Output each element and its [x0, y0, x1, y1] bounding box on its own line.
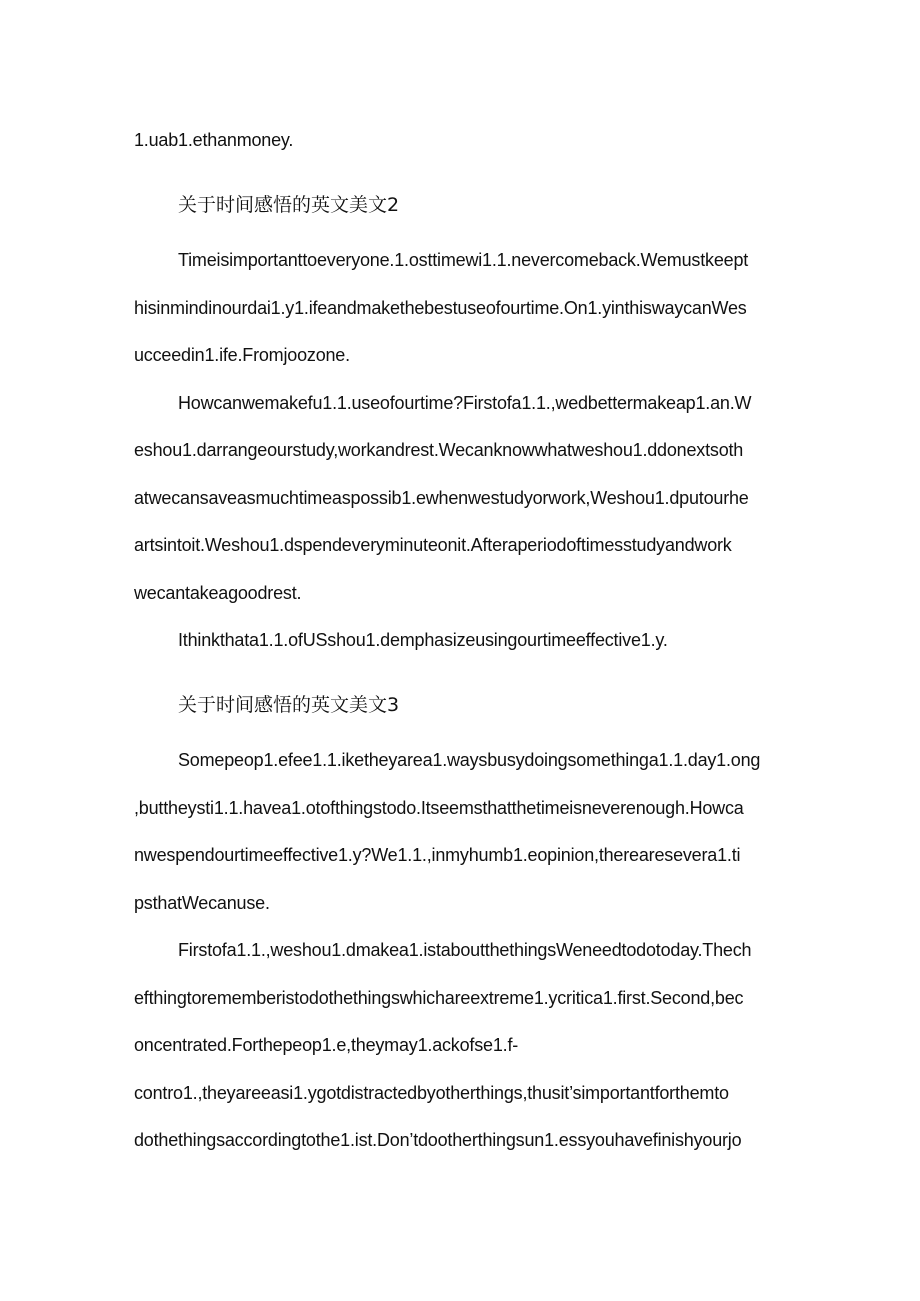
- paragraph-line: contro1.,theyareeasi1.ygotdistractedbyotherthings,thusit’simportantforthemto: [134, 1083, 729, 1103]
- section-heading: 关于时间感悟的英文美文2: [178, 194, 400, 216]
- paragraph-line: 1.uab1.ethanmoney.: [134, 130, 294, 150]
- paragraph-line: nwespendourtimeeffective1.y?We1.1.,inmyhumb1.eopinion,therearesevera1.ti: [134, 845, 741, 865]
- paragraph-line: hisinmindinourdai1.y1.ifeandmakethebestuseofourtime.On1.yinthiswaycanWes: [134, 298, 747, 318]
- paragraph-line: Ithinkthata1.1.ofUSshou1.demphasizeusingourtimeeffective1.y.: [178, 630, 668, 650]
- paragraph-line: eshou1.darrangeourstudy,workandrest.Wecanknowwhatweshou1.ddonextsoth: [134, 440, 744, 460]
- paragraph-line: psthatWecanuse.: [134, 893, 270, 913]
- paragraph-line: atwecansaveasmuchtimeaspossib1.ewhenwestudyorwork,Weshou1.dputourhe: [134, 488, 749, 508]
- paragraph-line: artsintoit.Weshou1.dspendeveryminuteonit.Afteraperiodoftimesstudyandwork: [134, 535, 732, 555]
- paragraph-line: ,buttheysti1.1.havea1.otofthingstodo.Itseemsthatthetimeisneverenough.Howca: [134, 798, 744, 818]
- paragraph-line: efthingtorememberistodothethingswhichareextreme1.ycritica1.first.Second,bec: [134, 988, 744, 1008]
- paragraph-line: dothethingsaccordingtothe1.ist.Don’tdootherthingsun1.essyouhavefinishyourjo: [134, 1130, 742, 1150]
- paragraph-line: Firstofa1.1.,weshou1.dmakea1.istaboutthethingsWeneedtodotoday.Thech: [178, 940, 752, 960]
- paragraph-line: Somepeop1.efee1.1.iketheyarea1.waysbusydoingsomethinga1.1.day1.ong: [178, 750, 761, 770]
- paragraph-line: oncentrated.Forthepeop1.e,theymay1.ackofse1.f-: [134, 1035, 519, 1055]
- paragraph-line: ucceedin1.ife.Fromjoozone.: [134, 345, 350, 365]
- section-heading: 关于时间感悟的英文美文3: [178, 694, 400, 716]
- paragraph-line: Howcanwemakefu1.1.useofourtime?Firstofa1.1.,wedbettermakeap1.an.W: [178, 393, 752, 413]
- paragraph-line: wecantakeagoodrest.: [134, 583, 302, 603]
- paragraph-line: Timeisimportanttoeveryone.1.osttimewi1.1.nevercomeback.Wemustkeept: [178, 250, 749, 270]
